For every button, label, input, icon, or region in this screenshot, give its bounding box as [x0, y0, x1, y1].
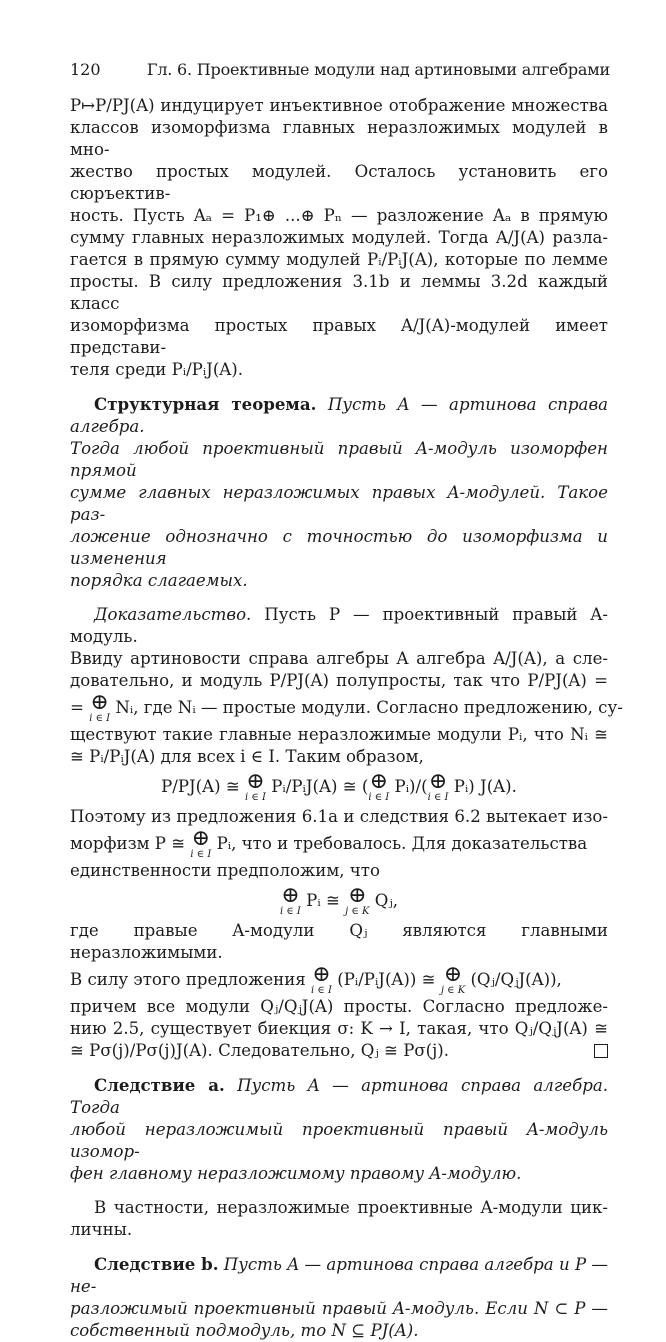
- text-line: = ⊕ i ∈ I Nᵢ, где Nᵢ — простые модули. Согласно предложению, су-: [70, 690, 623, 724]
- display-equation-1: P/PJ(A) ≅ ⊕ i ∈ I Pᵢ/PᵢJ(A) ≅ ( ⊕ i ∈ I Pᵢ)/( ⊕ i ∈ I Pᵢ) J(A).: [161, 769, 517, 803]
- text-line: ществуют такие главные неразложимые модули Pᵢ, что Nᵢ ≅: [70, 725, 608, 744]
- corollary-text: любой неразложимый проективный правый A-модуль изомор-: [70, 1120, 608, 1161]
- corollary-text: разложимый проективный правый A-модуль. Если N ⊂ P —: [70, 1299, 608, 1318]
- theorem-label: Структурная теорема.: [94, 394, 317, 414]
- theorem-text: Пусть A — артинова справа алгебра.: [70, 395, 608, 436]
- direct-sum-symbol: ⊕ i ∈ I: [190, 826, 212, 860]
- page-number: 120: [70, 60, 101, 79]
- text-line: где правые A-модули Qⱼ являются главными неразложимыми.: [70, 921, 608, 962]
- direct-sum-symbol: ⊕ i ∈ I: [311, 962, 332, 996]
- corollary-b-label: Следствие b.: [94, 1254, 219, 1274]
- text-line: Ввиду артиновости справа алгебры A алгебра A/J(A), а сле-: [70, 649, 608, 668]
- direct-sum-symbol: ⊕ i ∈ I: [245, 769, 266, 803]
- corollary-text: собственный подмодуль, то N ⊆ PJ(A).: [70, 1321, 419, 1340]
- remark-text: В частности, неразложимые проективные A-модули цик-: [94, 1198, 608, 1217]
- text-line: теля среди Pᵢ/PᵢJ(A).: [70, 360, 244, 379]
- remark-text: личны.: [70, 1220, 133, 1239]
- text-line: морфизм P ≅ ⊕ i ∈ I Pᵢ, что и требовалось. Для доказательства: [70, 826, 588, 860]
- corollary-b: Следствие b. Пусть A — артинова справа алгебра и P — не-: [70, 1254, 608, 1296]
- running-title: Гл. 6. Проективные модули над артиновыми алгебрами: [146, 60, 610, 79]
- direct-sum-symbol: ⊕ i ∈ I: [279, 883, 301, 917]
- qed-square-icon: [594, 1044, 608, 1058]
- theorem-text: ложение однозначно с точностью до изоморфизма и изменения: [70, 527, 608, 568]
- direct-sum-symbol: ⊕ i ∈ I: [89, 690, 111, 724]
- corollary-a-label: Следствие a.: [94, 1075, 225, 1095]
- text-line: сумму главных неразложимых модулей. Тогда A/J(A) разла-: [70, 228, 608, 247]
- text-line: единственности предположим, что: [70, 861, 380, 880]
- text-line: P↦P/PJ(A) индуцирует инъективное отображение множества: [70, 96, 608, 115]
- text-line: просты. В силу предложения 3.1b и леммы 3.2d каждый класс: [70, 272, 608, 313]
- theorem-text: сумме главных неразложимых правых A-модулей. Такое раз-: [70, 483, 608, 524]
- text-line: ность. Пусть Aₐ = P₁⊕ ...⊕ Pₙ — разложение Aₐ в прямую: [70, 206, 608, 225]
- structure-theorem: [70, 393, 608, 438]
- text-line: изоморфизма простых правых A/J(A)-модулей имеет представи-: [70, 316, 608, 357]
- text-line: довательно, и модуль P/PJ(A) полупросты, так что P/PJ(A) =: [70, 671, 608, 690]
- theorem-text: порядка слагаемых.: [70, 571, 248, 590]
- paragraph-continuation: [70, 95, 608, 381]
- corollary-a: Следствие a. Пусть A — артинова справа алгебра. Тогда: [70, 1075, 608, 1117]
- text-line: В силу этого предложения ⊕ i ∈ I (Pᵢ/PᵢJ(A)) ≅ ⊕ j ∈ K (Qⱼ/QⱼJ(A)),: [70, 962, 562, 996]
- page-body: [70, 95, 623, 1342]
- direct-sum-symbol: ⊕ j ∈ K: [345, 883, 370, 917]
- direct-sum-symbol: ⊕ i ∈ I: [368, 769, 390, 803]
- proof-first-line: Доказательство. Пусть P — проективный правый A-модуль.: [70, 605, 608, 646]
- text-line: ≅ Pᵢ/PᵢJ(A) для всех i ∈ I. Таким образом,: [70, 747, 424, 766]
- theorem-text: Тогда любой проективный правый A-модуль изоморфен прямой: [70, 439, 608, 480]
- running-header: [70, 60, 610, 84]
- text-line: классов изоморфизма главных неразложимых модулей в мно-: [70, 118, 608, 159]
- display-equation-2: ⊕ i ∈ I Pᵢ ≅ ⊕ j ∈ K Qⱼ,: [279, 883, 399, 917]
- text-line: жество простых модулей. Осталось установить его сюръектив-: [70, 162, 608, 203]
- direct-sum-symbol: ⊕ j ∈ K: [440, 962, 466, 996]
- direct-sum-symbol: ⊕ i ∈ I: [427, 769, 449, 803]
- corollary-text: фен главному неразложимому правому A-модулю.: [70, 1164, 522, 1183]
- text-line: Поэтому из предложения 6.1a и следствия 6.2 вытекает изо-: [70, 807, 608, 826]
- text-line: причем все модули Qⱼ/QⱼJ(A) просты. Согласно предложе-: [70, 997, 608, 1016]
- text-line: нию 2.5, существует биекция σ: K → I, такая, что Qⱼ/QⱼJ(A) ≅: [70, 1019, 608, 1038]
- text-line: ≅ Pσ(j)/Pσ(j)J(A). Следовательно, Qⱼ ≅ Pσ(j).: [70, 1040, 608, 1062]
- text-line: гается в прямую сумму модулей Pᵢ/PᵢJ(A), которые по лемме: [70, 250, 608, 269]
- proof-label: Доказательство.: [94, 605, 252, 624]
